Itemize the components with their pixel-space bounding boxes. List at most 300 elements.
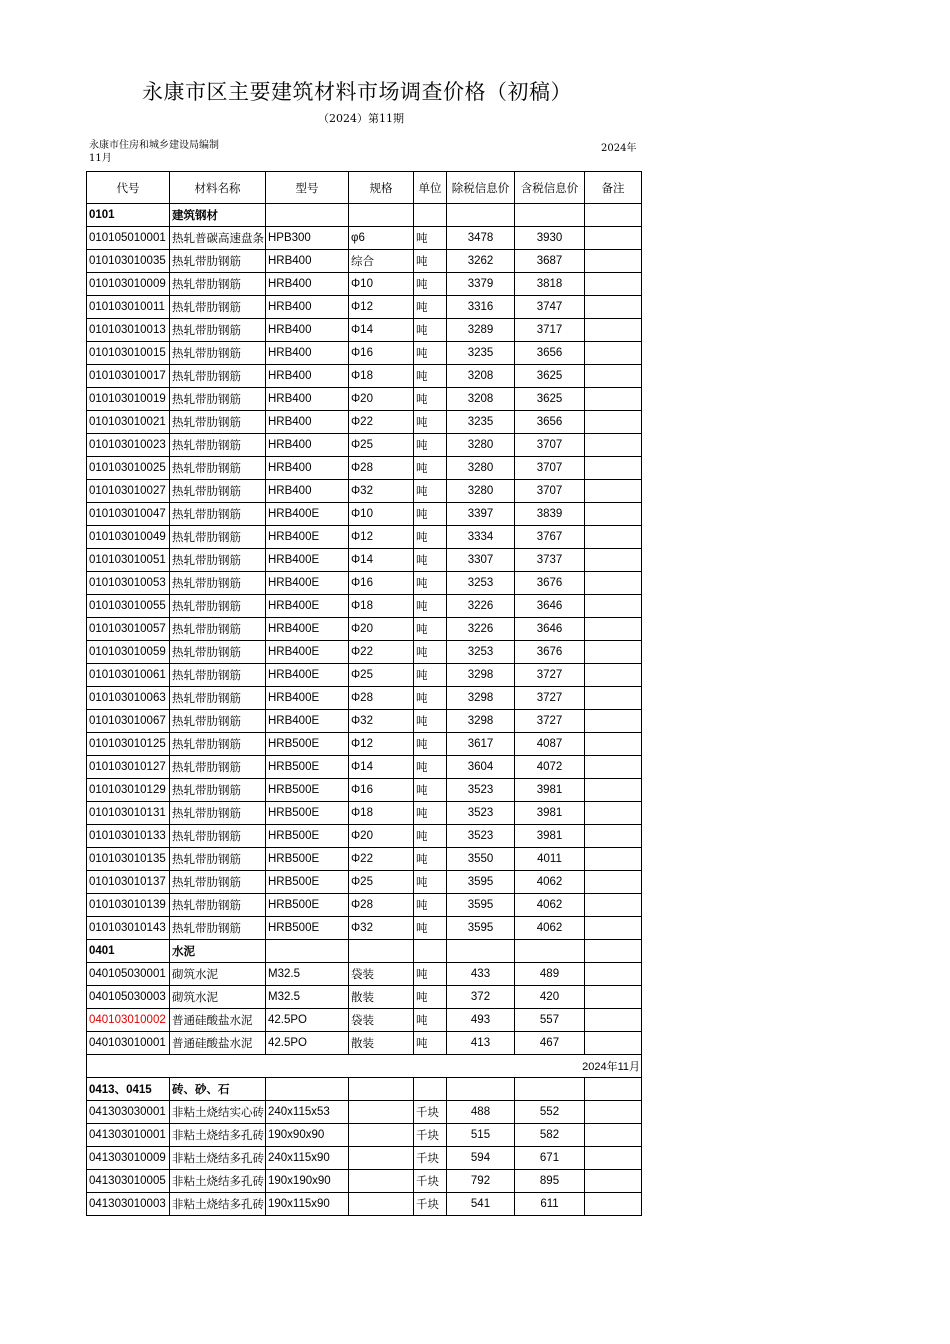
material-name: 热轧带肋钢筋 [170, 756, 266, 779]
price-inc-tax: 3625 [515, 365, 585, 388]
material-name: 普通硅酸盐水泥 [170, 1009, 266, 1032]
material-name: 热轧带肋钢筋 [170, 664, 266, 687]
material-name: 热轧带肋钢筋 [170, 342, 266, 365]
price-ex-tax: 594 [447, 1147, 515, 1170]
material-model: HRB400E [266, 549, 349, 572]
material-name: 非粘土烧结多孔砖 [170, 1170, 266, 1193]
material-note [585, 250, 642, 273]
material-model: HRB400E [266, 503, 349, 526]
material-model: 240x115x90 [266, 1147, 349, 1170]
material-name: 热轧带肋钢筋 [170, 641, 266, 664]
material-spec: Φ28 [349, 457, 414, 480]
material-model: 240x115x53 [266, 1101, 349, 1124]
price-inc-tax: 3646 [515, 618, 585, 641]
material-name: 热轧带肋钢筋 [170, 572, 266, 595]
table-row [87, 411, 642, 434]
material-unit: 吨 [414, 756, 447, 779]
material-unit: 吨 [414, 733, 447, 756]
price-ex-tax: 3307 [447, 549, 515, 572]
material-model: 190x115x90 [266, 1193, 349, 1216]
price-ex-tax: 3253 [447, 641, 515, 664]
material-model: HRB400E [266, 664, 349, 687]
material-name: 热轧带肋钢筋 [170, 526, 266, 549]
material-name: 热轧带肋钢筋 [170, 457, 266, 480]
material-code: 010103010013 [87, 319, 170, 342]
material-code: 010103010063 [87, 687, 170, 710]
price-inc-tax: 3676 [515, 641, 585, 664]
table-row [87, 572, 642, 595]
table-header-row [87, 172, 642, 204]
material-name: 非粘土烧结多孔砖 [170, 1193, 266, 1216]
material-model: HRB400E [266, 618, 349, 641]
material-name: 热轧带肋钢筋 [170, 733, 266, 756]
price-inc-tax: 467 [515, 1032, 585, 1055]
price-inc-tax: 489 [515, 963, 585, 986]
price-inc-tax: 671 [515, 1147, 585, 1170]
price-inc-tax: 3707 [515, 457, 585, 480]
material-code: 010103010047 [87, 503, 170, 526]
material-name: 热轧带肋钢筋 [170, 871, 266, 894]
empty-cell [349, 204, 414, 227]
material-note [585, 457, 642, 480]
material-note [585, 1124, 642, 1147]
price-ex-tax: 3397 [447, 503, 515, 526]
price-ex-tax: 3235 [447, 342, 515, 365]
material-spec [349, 1147, 414, 1170]
material-unit: 吨 [414, 825, 447, 848]
material-model: 42.5PO [266, 1032, 349, 1055]
material-model: HRB400E [266, 572, 349, 595]
material-code: 010103010137 [87, 871, 170, 894]
material-model: HRB500E [266, 779, 349, 802]
material-spec: Φ32 [349, 710, 414, 733]
material-model: 42.5PO [266, 1009, 349, 1032]
material-spec: Φ14 [349, 549, 414, 572]
material-unit: 吨 [414, 641, 447, 664]
table-row [87, 618, 642, 641]
material-unit: 吨 [414, 894, 447, 917]
table-row [87, 664, 642, 687]
material-name: 热轧带肋钢筋 [170, 779, 266, 802]
price-inc-tax: 3656 [515, 411, 585, 434]
material-spec: Φ28 [349, 894, 414, 917]
price-ex-tax: 488 [447, 1101, 515, 1124]
table-row [87, 1193, 642, 1216]
material-spec: Φ25 [349, 871, 414, 894]
table-row [87, 1124, 642, 1147]
material-model: HRB500E [266, 917, 349, 940]
material-unit: 吨 [414, 526, 447, 549]
price-inc-tax: 895 [515, 1170, 585, 1193]
price-ex-tax: 3298 [447, 687, 515, 710]
material-model: HRB400E [266, 595, 349, 618]
material-note [585, 641, 642, 664]
material-note [585, 342, 642, 365]
table-row [87, 273, 642, 296]
material-code: 010103010143 [87, 917, 170, 940]
material-spec: Φ12 [349, 526, 414, 549]
table-row [87, 779, 642, 802]
material-note [585, 1009, 642, 1032]
material-note [585, 894, 642, 917]
price-inc-tax: 3747 [515, 296, 585, 319]
material-name: 热轧带肋钢筋 [170, 411, 266, 434]
material-spec: Φ22 [349, 641, 414, 664]
material-model: 190x190x90 [266, 1170, 349, 1193]
material-model: HRB400 [266, 250, 349, 273]
table-row [87, 388, 642, 411]
material-code: 010103010025 [87, 457, 170, 480]
material-note [585, 296, 642, 319]
material-name: 非粘土烧结实心砖 [170, 1101, 266, 1124]
table-row [87, 1170, 642, 1193]
material-code: 010103010015 [87, 342, 170, 365]
material-code: 010103010049 [87, 526, 170, 549]
material-note [585, 595, 642, 618]
price-inc-tax: 3981 [515, 802, 585, 825]
price-ex-tax: 3226 [447, 595, 515, 618]
material-name: 热轧带肋钢筋 [170, 250, 266, 273]
price-inc-tax: 3625 [515, 388, 585, 411]
material-unit: 千块 [414, 1101, 447, 1124]
material-unit: 吨 [414, 434, 447, 457]
section-code: 0413、0415 [87, 1078, 170, 1101]
material-spec: Φ20 [349, 825, 414, 848]
material-note [585, 480, 642, 503]
material-model: M32.5 [266, 986, 349, 1009]
price-inc-tax: 582 [515, 1124, 585, 1147]
empty-cell [447, 1078, 515, 1101]
material-note [585, 733, 642, 756]
table-row [87, 319, 642, 342]
table-row [87, 871, 642, 894]
material-unit: 吨 [414, 365, 447, 388]
material-note [585, 1193, 642, 1216]
material-code: 010105010001 [87, 227, 170, 250]
material-name: 非粘土烧结多孔砖 [170, 1147, 266, 1170]
price-ex-tax: 372 [447, 986, 515, 1009]
price-inc-tax: 3930 [515, 227, 585, 250]
table-row [87, 296, 642, 319]
price-ex-tax: 3280 [447, 480, 515, 503]
empty-cell [515, 940, 585, 963]
material-unit: 千块 [414, 1170, 447, 1193]
material-spec: φ6 [349, 227, 414, 250]
empty-cell [349, 940, 414, 963]
column-header: 代号 [87, 172, 170, 204]
material-code: 040105030001 [87, 963, 170, 986]
material-model: HRB400 [266, 342, 349, 365]
material-unit: 吨 [414, 802, 447, 825]
column-header: 含税信息价 [515, 172, 585, 204]
empty-cell [515, 1078, 585, 1101]
table-row [87, 1009, 642, 1032]
column-header: 规格 [349, 172, 414, 204]
empty-cell [414, 940, 447, 963]
issue-subtitle: （2024）第11期 [318, 112, 404, 125]
material-spec [349, 1170, 414, 1193]
price-inc-tax: 611 [515, 1193, 585, 1216]
empty-cell [585, 940, 642, 963]
material-spec: Φ20 [349, 388, 414, 411]
material-note [585, 825, 642, 848]
issue-month: 11月 [89, 153, 112, 164]
material-spec [349, 1101, 414, 1124]
material-code: 010103010057 [87, 618, 170, 641]
price-ex-tax: 413 [447, 1032, 515, 1055]
material-spec [349, 1193, 414, 1216]
table-row [87, 825, 642, 848]
material-model: HRB400E [266, 687, 349, 710]
issue-year: 2024年 [601, 143, 637, 154]
material-unit: 吨 [414, 1032, 447, 1055]
material-name: 热轧带肋钢筋 [170, 480, 266, 503]
material-unit: 千块 [414, 1124, 447, 1147]
material-model: HRB500E [266, 894, 349, 917]
price-ex-tax: 3523 [447, 825, 515, 848]
material-unit: 吨 [414, 664, 447, 687]
material-name: 砌筑水泥 [170, 986, 266, 1009]
material-spec: Φ20 [349, 618, 414, 641]
table-row [87, 480, 642, 503]
material-unit: 吨 [414, 595, 447, 618]
material-model: HRB400 [266, 457, 349, 480]
material-spec: Φ22 [349, 411, 414, 434]
material-code: 010103010019 [87, 388, 170, 411]
material-model: HRB500E [266, 733, 349, 756]
date-row [87, 1055, 642, 1078]
price-table [86, 171, 642, 1216]
empty-cell [447, 204, 515, 227]
table-row [87, 549, 642, 572]
empty-cell [266, 204, 349, 227]
material-code: 041303010005 [87, 1170, 170, 1193]
material-unit: 吨 [414, 710, 447, 733]
material-unit: 吨 [414, 848, 447, 871]
material-spec: Φ28 [349, 687, 414, 710]
material-note [585, 1147, 642, 1170]
material-note [585, 1032, 642, 1055]
page-title: 永康市区主要建筑材料市场调查价格（初稿） [142, 80, 572, 104]
material-note [585, 1101, 642, 1124]
material-note [585, 411, 642, 434]
material-spec: Φ16 [349, 779, 414, 802]
section-code: 0101 [87, 204, 170, 227]
price-inc-tax: 3676 [515, 572, 585, 595]
material-name: 热轧带肋钢筋 [170, 388, 266, 411]
price-inc-tax: 4072 [515, 756, 585, 779]
material-spec: Φ14 [349, 756, 414, 779]
material-code: 010103010135 [87, 848, 170, 871]
material-name: 热轧带肋钢筋 [170, 273, 266, 296]
material-model: HRB400 [266, 411, 349, 434]
empty-cell [414, 204, 447, 227]
material-name: 热轧带肋钢筋 [170, 710, 266, 733]
material-spec: 散装 [349, 986, 414, 1009]
material-spec: Φ10 [349, 503, 414, 526]
table-row [87, 503, 642, 526]
material-model: HRB500E [266, 825, 349, 848]
price-inc-tax: 3656 [515, 342, 585, 365]
table-row [87, 250, 642, 273]
material-code: 010103010131 [87, 802, 170, 825]
table-row [87, 526, 642, 549]
empty-cell [447, 940, 515, 963]
empty-cell [266, 940, 349, 963]
material-note [585, 756, 642, 779]
section-name: 建筑钢材 [170, 204, 266, 227]
price-ex-tax: 3523 [447, 802, 515, 825]
table-row [87, 434, 642, 457]
column-header: 除税信息价 [447, 172, 515, 204]
price-ex-tax: 541 [447, 1193, 515, 1216]
material-model: HRB400 [266, 365, 349, 388]
material-code: 010103010125 [87, 733, 170, 756]
material-model: HRB400 [266, 480, 349, 503]
material-note [585, 848, 642, 871]
price-ex-tax: 493 [447, 1009, 515, 1032]
material-unit: 吨 [414, 319, 447, 342]
price-ex-tax: 3595 [447, 917, 515, 940]
material-spec [349, 1124, 414, 1147]
section-code: 0401 [87, 940, 170, 963]
material-model: HRB500E [266, 871, 349, 894]
section-header-row [87, 204, 642, 227]
material-unit: 吨 [414, 457, 447, 480]
material-unit: 千块 [414, 1193, 447, 1216]
price-inc-tax: 3839 [515, 503, 585, 526]
price-ex-tax: 3280 [447, 434, 515, 457]
material-spec: Φ16 [349, 572, 414, 595]
table-row [87, 733, 642, 756]
column-header: 材料名称 [170, 172, 266, 204]
price-inc-tax: 3646 [515, 595, 585, 618]
price-ex-tax: 3316 [447, 296, 515, 319]
material-unit: 吨 [414, 618, 447, 641]
material-spec: Φ14 [349, 319, 414, 342]
material-note [585, 664, 642, 687]
material-unit: 吨 [414, 549, 447, 572]
table-row [87, 227, 642, 250]
price-ex-tax: 792 [447, 1170, 515, 1193]
material-code: 010103010129 [87, 779, 170, 802]
material-name: 热轧带肋钢筋 [170, 825, 266, 848]
material-note [585, 963, 642, 986]
material-model: HRB400 [266, 434, 349, 457]
material-note [585, 319, 642, 342]
material-code: 041303030001 [87, 1101, 170, 1124]
section-name: 水泥 [170, 940, 266, 963]
price-inc-tax: 3737 [515, 549, 585, 572]
material-name: 热轧带肋钢筋 [170, 848, 266, 871]
column-header: 备注 [585, 172, 642, 204]
material-unit: 吨 [414, 986, 447, 1009]
material-note [585, 917, 642, 940]
material-note [585, 871, 642, 894]
material-unit: 吨 [414, 388, 447, 411]
price-ex-tax: 3208 [447, 388, 515, 411]
material-model: HRB400 [266, 273, 349, 296]
material-name: 热轧带肋钢筋 [170, 549, 266, 572]
material-note [585, 388, 642, 411]
material-unit: 吨 [414, 480, 447, 503]
section-header-row [87, 1078, 642, 1101]
material-spec: 袋装 [349, 963, 414, 986]
price-inc-tax: 3727 [515, 710, 585, 733]
material-unit: 吨 [414, 250, 447, 273]
material-code: 010103010055 [87, 595, 170, 618]
material-code: 010103010009 [87, 273, 170, 296]
material-name: 热轧带肋钢筋 [170, 595, 266, 618]
material-unit: 吨 [414, 411, 447, 434]
price-ex-tax: 433 [447, 963, 515, 986]
table-row [87, 802, 642, 825]
table-row [87, 710, 642, 733]
material-note [585, 779, 642, 802]
section-name: 砖、砂、石 [170, 1078, 266, 1101]
column-header: 单位 [414, 172, 447, 204]
material-code: 010103010021 [87, 411, 170, 434]
material-model: HRB400 [266, 388, 349, 411]
price-inc-tax: 4011 [515, 848, 585, 871]
material-note [585, 618, 642, 641]
material-name: 热轧带肋钢筋 [170, 434, 266, 457]
material-code: 040103010001 [87, 1032, 170, 1055]
material-model: 190x90x90 [266, 1124, 349, 1147]
material-code: 040105030003 [87, 986, 170, 1009]
table-row [87, 986, 642, 1009]
price-ex-tax: 3334 [447, 526, 515, 549]
material-code: 010103010133 [87, 825, 170, 848]
material-name: 热轧带肋钢筋 [170, 687, 266, 710]
material-name: 热轧带肋钢筋 [170, 365, 266, 388]
material-spec: Φ32 [349, 480, 414, 503]
price-ex-tax: 3280 [447, 457, 515, 480]
table-row [87, 342, 642, 365]
material-unit: 吨 [414, 963, 447, 986]
material-note [585, 802, 642, 825]
empty-cell [515, 204, 585, 227]
column-header: 型号 [266, 172, 349, 204]
material-name: 热轧带肋钢筋 [170, 296, 266, 319]
material-spec: Φ22 [349, 848, 414, 871]
material-code: 010103010017 [87, 365, 170, 388]
price-inc-tax: 3818 [515, 273, 585, 296]
material-code: 041303010003 [87, 1193, 170, 1216]
empty-cell [585, 1078, 642, 1101]
material-note [585, 503, 642, 526]
price-ex-tax: 3379 [447, 273, 515, 296]
material-model: HPB300 [266, 227, 349, 250]
price-inc-tax: 552 [515, 1101, 585, 1124]
material-note [585, 572, 642, 595]
material-note [585, 687, 642, 710]
table-row [87, 1032, 642, 1055]
material-spec: 袋装 [349, 1009, 414, 1032]
material-code: 040103010002 [87, 1009, 170, 1032]
material-code: 010103010127 [87, 756, 170, 779]
empty-cell [414, 1078, 447, 1101]
material-name: 非粘土烧结多孔砖 [170, 1124, 266, 1147]
material-model: HRB400 [266, 296, 349, 319]
material-unit: 吨 [414, 1009, 447, 1032]
material-unit: 吨 [414, 572, 447, 595]
price-table-body [87, 172, 642, 1216]
price-ex-tax: 3289 [447, 319, 515, 342]
section-header-row [87, 940, 642, 963]
material-code: 041303010001 [87, 1124, 170, 1147]
material-model: HRB500E [266, 802, 349, 825]
